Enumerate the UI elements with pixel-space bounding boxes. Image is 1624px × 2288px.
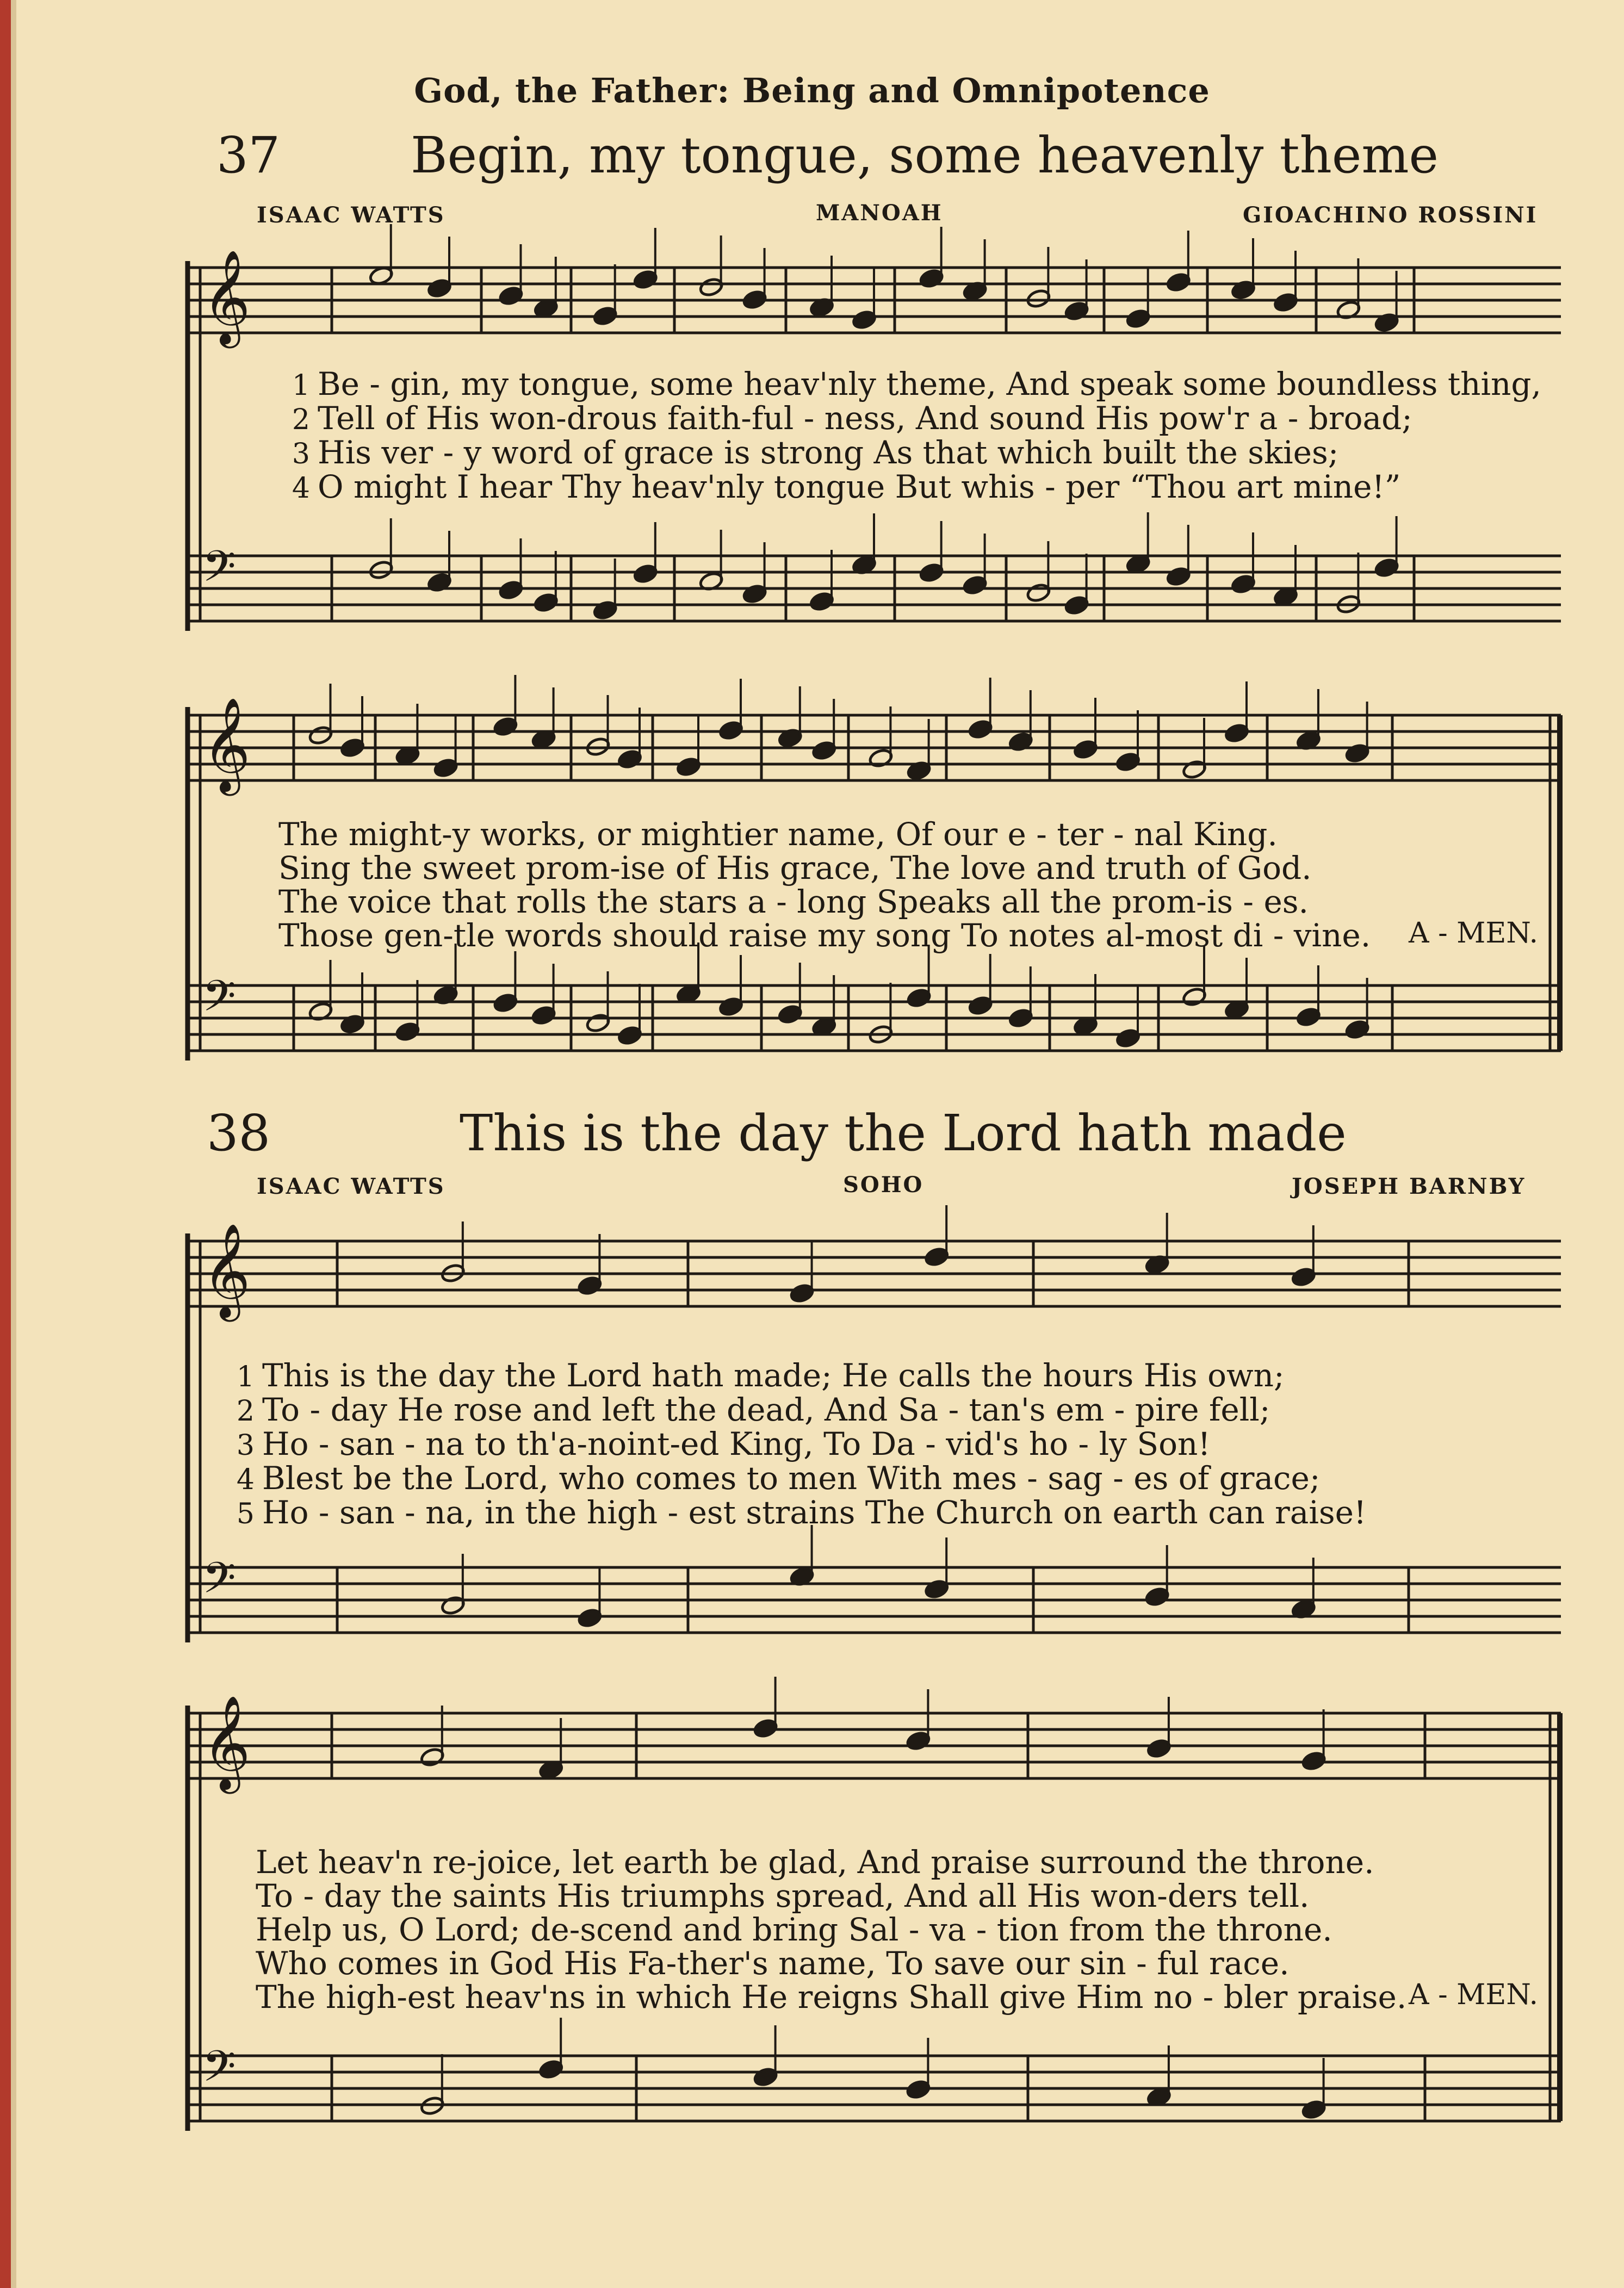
verse-number: 3 (292, 438, 310, 470)
bass-clef-icon: 𝄢 (202, 971, 236, 1032)
verse-number: 2 (292, 404, 310, 436)
verse-text: O might I hear Thy heav'nly tongue But whis - per “Thou art mine!” (318, 468, 1401, 505)
verse-text: Blest be the Lord, who comes to men With mes - sag - es of grace; (262, 1460, 1321, 1497)
bass-clef-icon: 𝄢 (202, 1553, 236, 1614)
verse-line: The high-est heav'ns in which He reigns Shall give Him no - bler praise. (256, 1979, 1407, 2016)
verse-line: Those gen-tle words should raise my song To notes al-most di - vine. (278, 917, 1371, 954)
verse-line: Sing the sweet prom-ise of His grace, The love and truth of God. (278, 850, 1312, 886)
verse-number: 5 (236, 1498, 255, 1530)
verse-text: Be - gin, my tongue, some heav'nly theme, And speak some boundless thing, (318, 365, 1541, 402)
treble-clef-icon: 𝄞 (202, 1695, 251, 1790)
verse-number: 1 (236, 1361, 255, 1393)
verse-line: Let heav'n re-joice, let earth be glad, And praise surround the throne. (256, 1844, 1374, 1881)
verse-text: Ho - san - na to th'a-noint-ed King, To Da - vid's ho - ly Son! (262, 1425, 1211, 1462)
verse-line: The might-y works, or mightier name, Of our e - ter - nal King. (278, 816, 1278, 853)
bass-clef-icon: 𝄢 (202, 541, 236, 602)
tune-name: SOHO (843, 1172, 924, 1198)
amen: A - MEN. (1409, 1979, 1539, 2011)
verse-number: 1 (292, 369, 310, 402)
hymn-title: This is the day the Lord hath made (460, 1104, 1347, 1162)
running-head: God, the Father: Being and Omnipotence (414, 71, 1210, 110)
treble-clef-icon: 𝄞 (202, 697, 251, 792)
verse-number: 4 (292, 472, 310, 505)
verse-number: 4 (236, 1464, 255, 1496)
composer-credit: GIOACHINO ROSSINI (1243, 202, 1538, 228)
hymn-number: 37 (216, 126, 281, 184)
bass-clef-icon: 𝄢 (202, 2041, 236, 2102)
verse-text: Ho - san - na, in the high - est strains The Church on earth can raise! (262, 1494, 1367, 1531)
verse-text: This is the day the Lord hath made; He calls the hours His own; (262, 1357, 1285, 1394)
verse-text: His ver - y word of grace is strong As that which built the skies; (318, 434, 1339, 471)
verse-line: Help us, O Lord; de-scend and bring Sal - va - tion from the throne. (256, 1911, 1332, 1948)
treble-clef-icon: 𝄞 (202, 1223, 251, 1318)
hymn-title: Begin, my tongue, some heavenly theme (411, 126, 1439, 184)
verse-number: 3 (236, 1429, 255, 1462)
verse-line: The voice that rolls the stars a - long Speaks all the prom-is - es. (278, 883, 1309, 920)
composer-credit: JOSEPH BARNBY (1292, 1174, 1526, 1199)
verse-number: 2 (236, 1395, 255, 1428)
hymn-number: 38 (207, 1104, 271, 1162)
verse-text: To - day He rose and left the dead, And Sa - tan's em - pire fell; (262, 1391, 1270, 1428)
verse-line: To - day the saints His triumphs spread, And all His won-ders tell. (256, 1877, 1310, 1914)
verse-text: Tell of His won-drous faith-ful - ness, And sound His pow'r a - broad; (318, 400, 1412, 437)
tune-name: MANOAH (816, 200, 943, 226)
author-credit: ISAAC WATTS (257, 202, 445, 228)
treble-clef-icon: 𝄞 (202, 250, 251, 344)
author-credit: ISAAC WATTS (257, 1174, 445, 1199)
amen: A - MEN. (1409, 917, 1539, 950)
verse-line: Who comes in God His Fa-ther's name, To save our sin - ful race. (256, 1945, 1290, 1982)
